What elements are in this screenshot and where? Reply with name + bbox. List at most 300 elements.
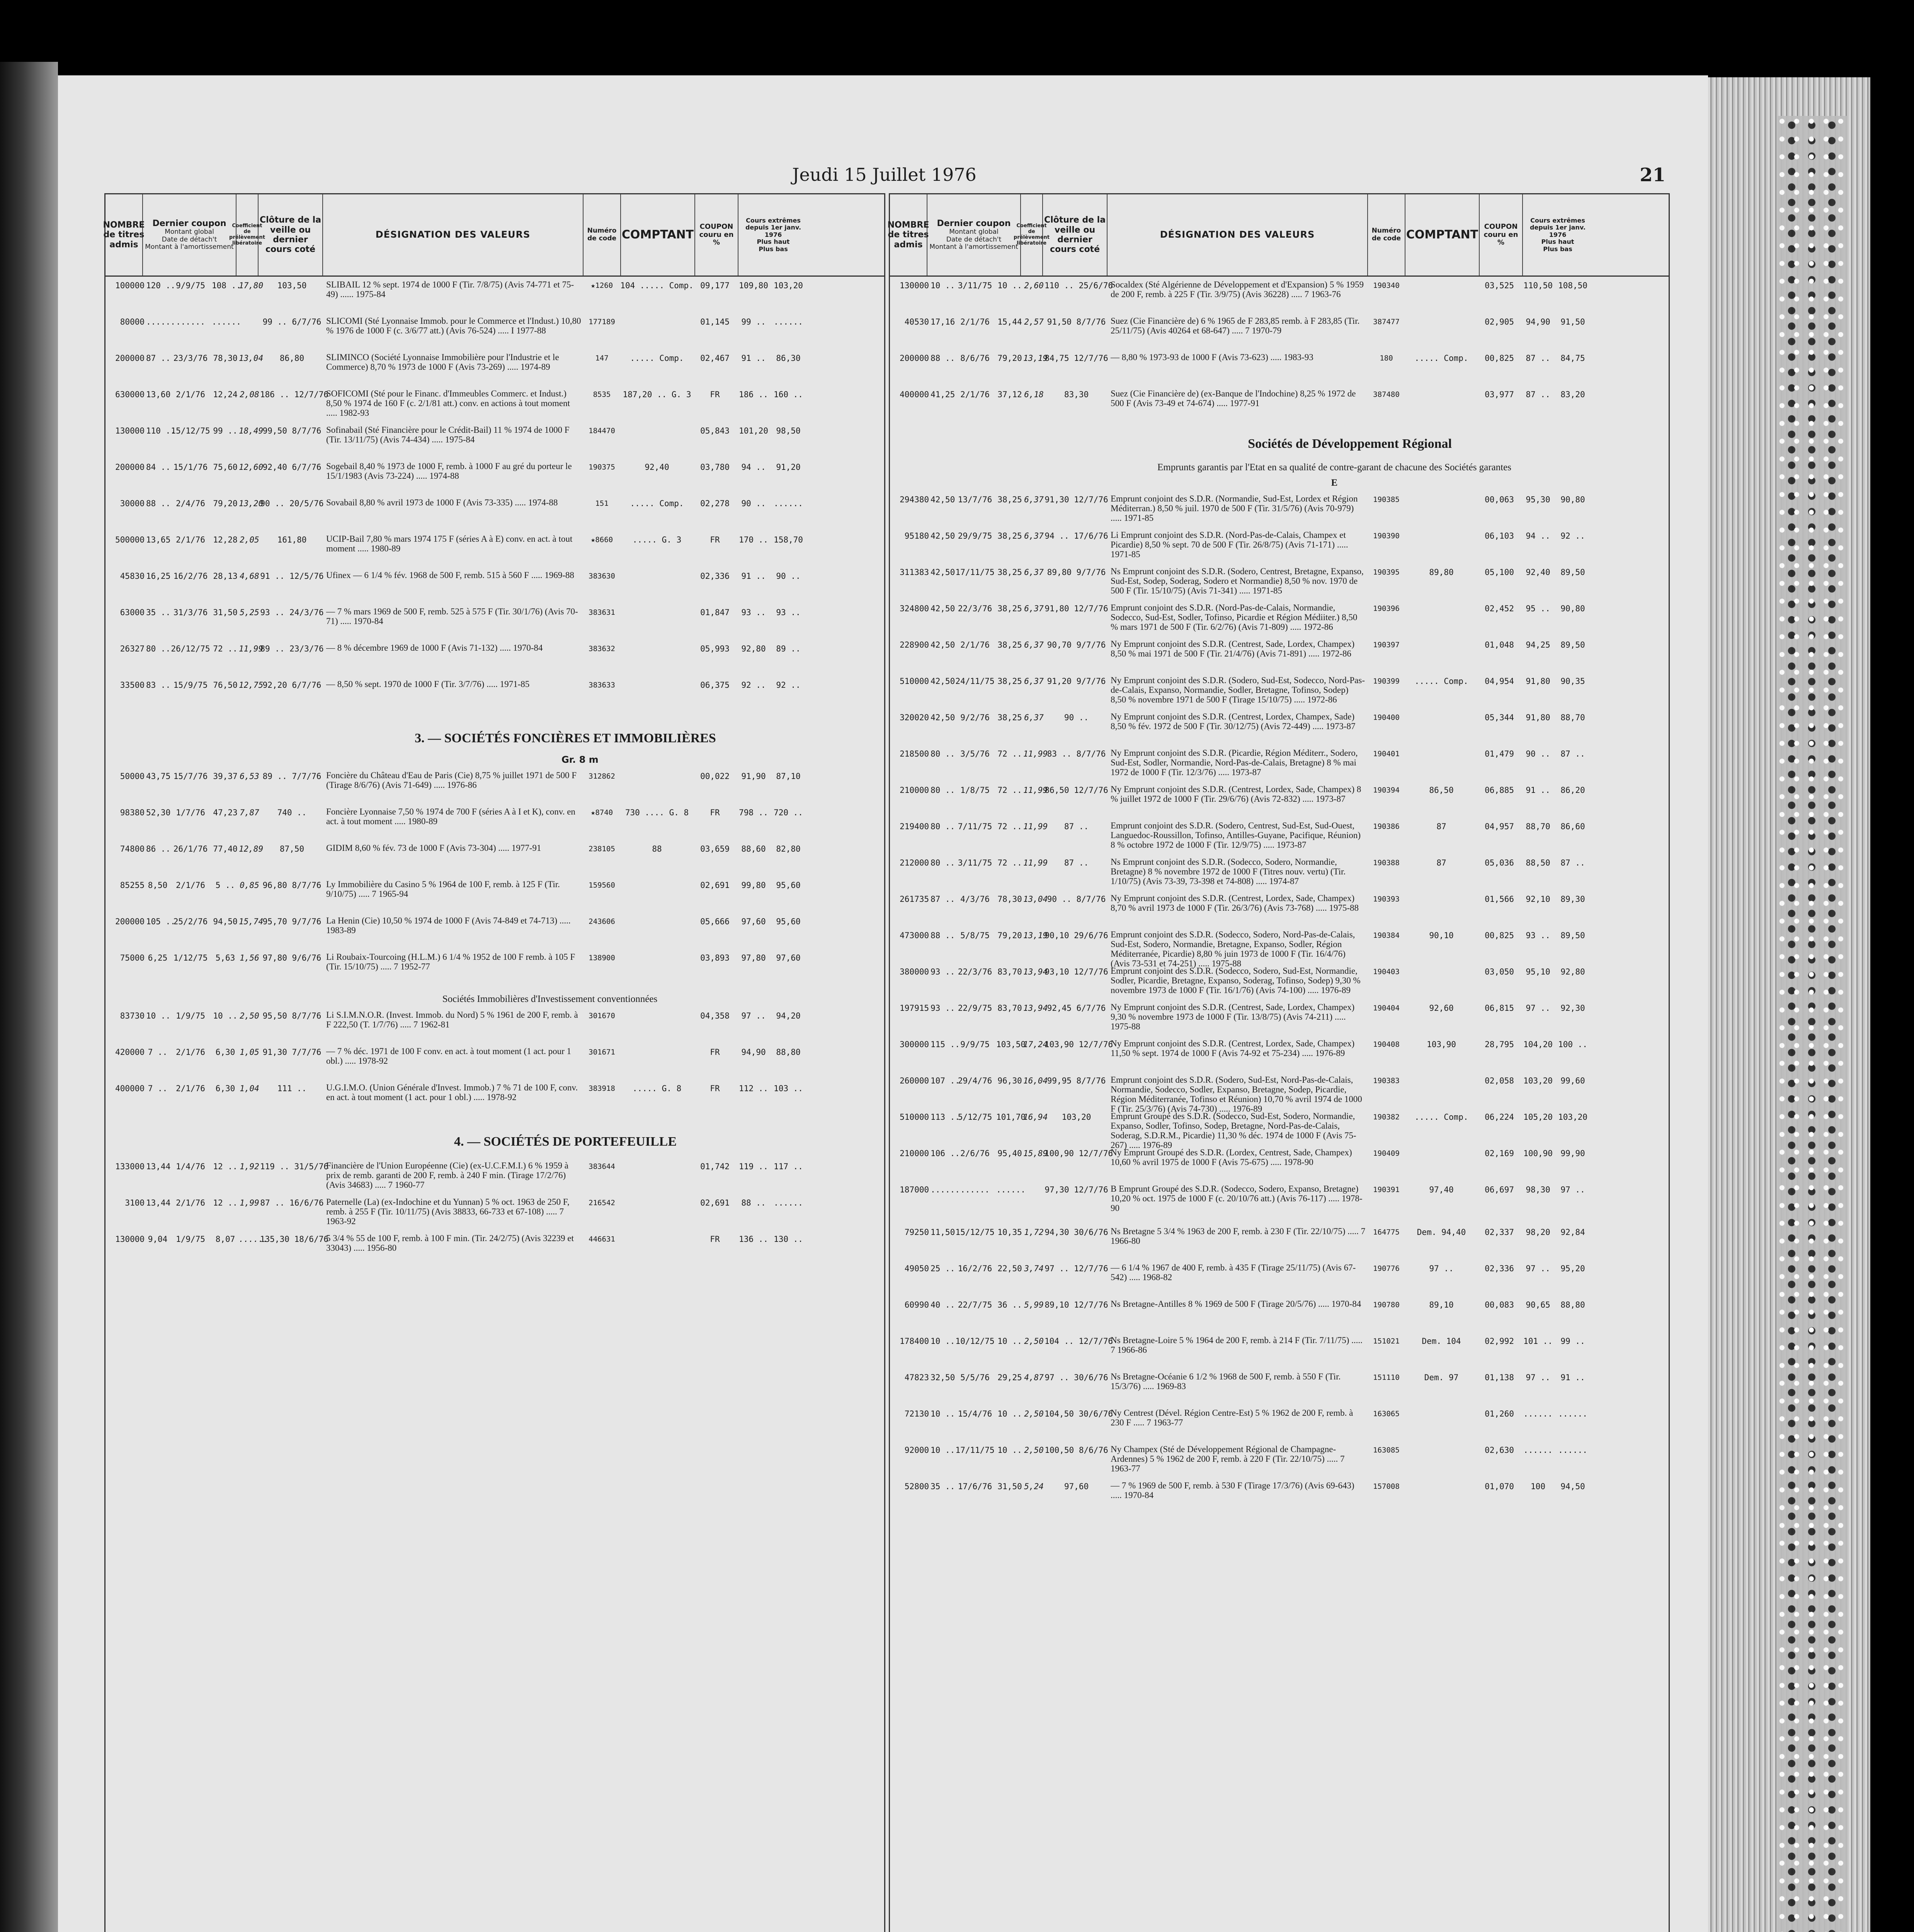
cell-comptant xyxy=(1405,966,1478,1002)
header-date-detach: Date de détach't xyxy=(162,235,217,243)
cell-numero-code: 190386 xyxy=(1373,822,1400,831)
cell-montant-global: ...... xyxy=(931,1185,960,1194)
cell-comptant xyxy=(620,1197,694,1233)
cell-designation: Emprunt conjoint des S.D.R. (Sodero, Centrest, Sud-Est, Sud-Ouest, Languedoc-Roussillon, Tofinso, Antilles-Guyane, Pacifique, Réunion) 8 % octobre 1972 de 1000 F (Tir. 12/9/75) ..... 1973-87 xyxy=(1111,821,1361,850)
cell-plus-haut: 94 .. xyxy=(741,463,766,472)
cell-montant-global: 17,16 xyxy=(931,317,955,327)
cell-designation: Foncière Lyonnaise 7,50 % 1974 de 700 F (séries A à I et K), conv. en act. à tout moment ..... 1980-89 xyxy=(326,807,575,826)
cell-comptant xyxy=(1405,603,1478,639)
cell-titres-admis: 324800 xyxy=(900,604,929,613)
table-row xyxy=(108,770,882,807)
cell-titres-admis: 33500 xyxy=(120,680,145,690)
cell-coefficient: 13,94 xyxy=(1023,967,1048,976)
cell-coupon-couru: 02,336 xyxy=(1485,1264,1514,1273)
cell-montant-amort: 95,40 xyxy=(997,1149,1022,1158)
cell-designation: La Henin (Cie) 10,50 % 1974 de 1000 F (Avis 74-849 et 74-713) ..... 1983-89 xyxy=(326,916,571,935)
cell-designation: — 6 1/4 % 1967 de 400 F, remb. à 435 F (Tirage 25/11/75) (Avis 67-542) ..... 1968-82 xyxy=(1111,1263,1356,1282)
cell-montant-global: 80 .. xyxy=(931,822,955,831)
cell-plus-bas: 92 .. xyxy=(1560,531,1585,541)
cell-designation: SLIMINCO (Société Lyonnaise Immobilière pour l'Industrie et le Commerce) 8,70 % 1973 de 1000 F (Avis 73-269) ..... 1974-89 xyxy=(326,352,559,372)
cell-numero-code: 157008 xyxy=(1373,1482,1400,1491)
cell-designation: Ny Emprunt conjoint des S.D.R. (Centrest, Sade, Lordex, Champex) 9,30 % novembre 1973 de 1000 F (Tir. 13/8/75) (Avis 74-211) ..... 1975-88 xyxy=(1111,1002,1355,1031)
cell-comptant xyxy=(620,1161,694,1197)
cell-montant-global: 41,25 xyxy=(931,390,955,399)
cell-montant-amort: 8,07 xyxy=(215,1235,235,1244)
cell-plus-haut: 112 .. xyxy=(739,1084,768,1093)
header-date-detach-r: Date de détach't xyxy=(946,235,1002,243)
cell-comptant: ..... Comp. xyxy=(1414,1112,1468,1122)
cell-coefficient: 15,74 xyxy=(239,917,264,926)
cell-coupon-couru: 02,992 xyxy=(1485,1337,1514,1346)
cell-date-detach: 2/1/76 xyxy=(176,390,205,399)
table-row xyxy=(892,1184,1666,1220)
cell-designation: Emprunt conjoint des S.D.R. (Sodecco, Sodero, Sud-Est, Normandie, Sodler, Picardie, Bretagne, Expanso, Soderag, Tofinso, Sodep) 9,30 % novembre 1973 de 1000 F (Tir. 16/1/76) (Avis 74-100) ..... 1976-89 xyxy=(1111,966,1361,995)
cell-montant-global: 7 .. xyxy=(148,1084,168,1093)
cell-cloture: 93,10 12/7/76 xyxy=(1045,967,1108,976)
table-row xyxy=(892,639,1666,675)
cell-plus-haut: 104,20 xyxy=(1523,1040,1553,1049)
cell-coefficient: 6,37 xyxy=(1024,713,1044,722)
table-row xyxy=(892,316,1666,352)
cell-designation: — 8,80 % 1973-93 de 1000 F (Avis 73-623) ..... 1983-93 xyxy=(1111,352,1313,362)
cell-date-detach: 5/5/76 xyxy=(960,1373,990,1382)
cell-coefficient: 1,92 xyxy=(240,1162,259,1171)
cell-comptant: 90,10 xyxy=(1429,931,1454,940)
cell-numero-code: 159560 xyxy=(589,881,615,889)
cell-montant-amort: 10 .. xyxy=(213,1011,238,1020)
rows-left-top xyxy=(105,277,884,719)
cell-plus-haut: 91 .. xyxy=(1526,786,1550,795)
cell-montant-global: 42,50 xyxy=(931,713,955,722)
cell-cloture: 92,45 6/7/76 xyxy=(1047,1003,1106,1013)
table-row xyxy=(108,1046,882,1083)
cell-comptant xyxy=(620,316,694,352)
cell-plus-haut: 88,60 xyxy=(741,844,766,854)
cell-plus-bas: 89 .. xyxy=(776,644,801,653)
cell-titres-admis: 130000 xyxy=(115,1235,145,1244)
left-page-edge xyxy=(0,62,58,1932)
cell-cloture: 87 .. xyxy=(1064,822,1089,831)
cell-montant-global: 52,30 xyxy=(146,808,171,817)
cell-numero-code: 301670 xyxy=(589,1012,615,1020)
cell-date-detach: 13/7/76 xyxy=(958,495,992,504)
cell-coupon-couru: 04,957 xyxy=(1485,822,1514,831)
cell-plus-haut: 97 .. xyxy=(1526,1373,1550,1382)
cell-coupon-couru: FR xyxy=(710,390,720,399)
cell-plus-bas: 89,50 xyxy=(1560,931,1585,940)
cell-montant-global: 87 .. xyxy=(146,354,171,363)
cell-coefficient: 6,53 xyxy=(240,772,259,781)
table-row xyxy=(108,1161,882,1197)
cell-montant-amort: 72 .. xyxy=(997,858,1022,867)
section-title-4: 4. — SOCIÉTÉS DE PORTEFEUILLE xyxy=(454,1134,677,1149)
cell-cloture: 83,30 xyxy=(1064,390,1089,399)
header-montant-amort-r: Montant à l'amortissement xyxy=(929,243,1018,251)
cell-designation: Paternelle (La) (ex-Indochine et du Yunnan) 5 % oct. 1963 de 250 F, remb. à 255 F (Tir. 10/11/75) (Avis 38833, 66-733 et 67-108) ..... 7 1963-92 xyxy=(326,1197,570,1226)
header-comptant: COMPTANT xyxy=(621,194,695,276)
table-row xyxy=(108,879,882,916)
cell-montant-global: 43,75 xyxy=(146,772,171,781)
cell-coupon-couru: 05,036 xyxy=(1485,858,1514,867)
cell-montant-amort: 47,23 xyxy=(213,808,238,817)
cell-montant-amort: 79,20 xyxy=(997,354,1022,363)
cell-cloture: 119 .. 31/5/76 xyxy=(260,1162,329,1171)
cell-designation: Foncière du Château d'Eau de Paris (Cie) 8,75 % juillet 1971 de 500 F (Tirage 8/6/76) (Avis 71-649) ..... 1976-86 xyxy=(326,770,577,790)
cell-plus-haut: 91 .. xyxy=(741,571,766,581)
cell-plus-bas: ...... xyxy=(774,499,803,508)
cell-montant-global: 13,65 xyxy=(146,535,171,544)
cell-titres-admis: 473000 xyxy=(900,931,929,940)
table-row xyxy=(892,566,1666,603)
cell-numero-code: 383630 xyxy=(589,572,615,580)
cell-designation: — 8 % décembre 1969 de 1000 F (Avis 71-132) ..... 1970-84 xyxy=(326,643,543,653)
rows-left-section4 xyxy=(105,1158,884,1273)
cell-plus-haut: 90 .. xyxy=(741,499,766,508)
cell-titres-admis: 130000 xyxy=(900,281,929,290)
cell-coefficient: 2,50 xyxy=(1024,1446,1044,1455)
cell-comptant xyxy=(620,679,694,716)
cell-plus-bas: 94,20 xyxy=(776,1011,801,1020)
cell-comptant: ..... Comp. xyxy=(630,499,684,508)
cell-montant-global: 16,25 xyxy=(146,571,171,581)
cell-montant-global: 110 .. xyxy=(146,426,175,435)
cell-montant-global: 40 .. xyxy=(931,1300,955,1310)
table-row xyxy=(892,1372,1666,1408)
table-row xyxy=(892,1148,1666,1184)
cell-date-detach: 22/9/75 xyxy=(958,1003,992,1013)
cell-plus-bas: ...... xyxy=(774,317,803,327)
cell-numero-code: 190382 xyxy=(1373,1113,1400,1121)
cell-plus-bas: 90,80 xyxy=(1560,604,1585,613)
cell-comptant: 730 .... G. 8 xyxy=(625,808,689,817)
cell-coefficient: 6,18 xyxy=(1024,390,1044,399)
cell-date-detach: 15/1/76 xyxy=(173,463,208,472)
page-number: 21 xyxy=(1640,164,1666,186)
cell-date-detach: 9/9/75 xyxy=(176,281,205,290)
cell-montant-global: 80 .. xyxy=(146,644,171,653)
cell-plus-bas: 92,84 xyxy=(1560,1228,1585,1237)
cell-cloture: 94,30 30/6/76 xyxy=(1045,1228,1108,1237)
cell-montant-amort: 38,25 xyxy=(997,568,1022,577)
cell-montant-amort: 38,25 xyxy=(997,713,1022,722)
letter-e: E xyxy=(1331,478,1338,488)
cell-plus-haut: ...... xyxy=(1523,1446,1553,1455)
cell-montant-amort: 39,37 xyxy=(213,772,238,781)
cell-coefficient: 17,80 xyxy=(239,281,264,290)
cell-numero-code: 190384 xyxy=(1373,931,1400,940)
cell-coefficient: 1,72 xyxy=(1024,1228,1044,1237)
cell-montant-global: 115 .. xyxy=(931,1040,960,1049)
cell-numero-code: 151110 xyxy=(1373,1373,1400,1382)
cell-coefficient: 5,24 xyxy=(1024,1482,1044,1491)
cell-montant-amort: 28,13 xyxy=(213,571,238,581)
cell-coupon-couru: 03,050 xyxy=(1485,967,1514,976)
cell-plus-bas: 83,20 xyxy=(1560,390,1585,399)
cell-numero-code: 138900 xyxy=(589,954,615,962)
cell-montant-amort: 31,50 xyxy=(213,608,238,617)
section-title-sdr: Sociétés de Développement Régional xyxy=(1248,437,1452,451)
cell-date-detach: 8/6/76 xyxy=(960,354,990,363)
cell-montant-amort: 36 .. xyxy=(997,1300,1022,1310)
cell-comptant xyxy=(1405,316,1478,352)
cell-coefficient: 1,99 xyxy=(240,1198,259,1208)
cell-comptant: Dem. 97 xyxy=(1424,1373,1459,1382)
cell-titres-admis: 3100 xyxy=(125,1198,145,1208)
table-row xyxy=(108,916,882,952)
table-row xyxy=(892,280,1666,316)
cell-coupon-couru: 00,825 xyxy=(1485,354,1514,363)
cell-montant-amort: 31,50 xyxy=(997,1482,1022,1491)
cell-numero-code: 243606 xyxy=(589,917,615,926)
cell-titres-admis: 197915 xyxy=(900,1003,929,1013)
cell-comptant: ..... Comp. xyxy=(630,354,684,363)
cell-plus-haut: 95,30 xyxy=(1526,495,1550,504)
cell-titres-admis: 510000 xyxy=(900,1112,929,1122)
cell-numero-code: 147 xyxy=(595,354,609,362)
cell-montant-amort: 72 .. xyxy=(213,644,238,653)
cell-coefficient: 13,04 xyxy=(1023,895,1048,904)
cell-date-detach: 2/1/76 xyxy=(960,317,990,327)
cell-comptant xyxy=(1405,748,1478,784)
cell-plus-bas: 91,20 xyxy=(776,463,801,472)
cell-montant-amort: 108 .. xyxy=(212,281,241,290)
cell-numero-code: 184470 xyxy=(589,427,615,435)
cell-plus-haut: 798 .. xyxy=(739,808,768,817)
table-row xyxy=(892,1226,1666,1263)
cell-numero-code: 190776 xyxy=(1373,1264,1400,1273)
cell-numero-code: 190394 xyxy=(1373,786,1400,794)
cell-plus-haut: 92,80 xyxy=(741,644,766,653)
cell-plus-haut: 98,20 xyxy=(1526,1228,1550,1237)
cell-titres-admis: 261735 xyxy=(900,895,929,904)
cell-plus-haut: 170 .. xyxy=(739,535,768,544)
cell-designation: Emprunt conjoint des S.D.R. (Sodero, Sud-Est, Nord-Pas-de-Calais, Normandie, Sodecco, Sodler, Expanso, Bretagne, Sodep, Picardie, Région Méditerranée, Tofinso et Réunion) 10,70 % avril 1974 de 1000 F (Tir. 25/3/76) (Avis 74-730) ..... 1976-89 xyxy=(1111,1075,1362,1114)
cell-date-detach: 15/4/76 xyxy=(958,1409,992,1418)
cell-designation: Financière de l'Union Européenne (Cie) (ex-U.C.F.M.I.) 6 % 1959 à prix de remb. garanti de 200 F, remb. à 240 F min. (Tirage 17/2/76) (Avis 34683) ..... 7 1960-77 xyxy=(326,1161,568,1190)
cell-comptant: 97 .. xyxy=(1429,1264,1454,1273)
cell-numero-code: ★8660 xyxy=(590,536,613,544)
cell-plus-bas: 89,50 xyxy=(1560,568,1585,577)
cell-comptant: Dem. 104 xyxy=(1422,1337,1461,1346)
cell-titres-admis: 52800 xyxy=(904,1482,929,1491)
cell-cloture: 90 .. 8/7/76 xyxy=(1047,895,1106,904)
cell-numero-code: 151021 xyxy=(1373,1337,1400,1345)
cell-montant-global: 88 .. xyxy=(146,499,171,508)
cell-cloture: 99,50 8/7/76 xyxy=(262,426,322,435)
cell-cloture: 104 .. 12/7/76 xyxy=(1045,1337,1113,1346)
cell-plus-haut: 93 .. xyxy=(741,608,766,617)
cell-designation: Ns Bretagne-Océanie 6 1/2 % 1968 de 500 F, remb. à 550 F (Tir. 15/3/76) ..... 1969-83 xyxy=(1111,1372,1341,1391)
cell-montant-global: 6,25 xyxy=(148,953,168,963)
cell-cloture: 89,80 9/7/76 xyxy=(1047,568,1106,577)
cell-coupon-couru: 05,100 xyxy=(1485,568,1514,577)
table-row xyxy=(892,494,1666,530)
cell-cloture: 97,30 12/7/76 xyxy=(1045,1185,1108,1194)
header-plus-bas-r: Plus bas xyxy=(1543,245,1572,253)
cell-montant-amort: ...... xyxy=(996,1185,1026,1194)
cell-plus-bas: 88,80 xyxy=(776,1048,801,1057)
cell-coupon-couru: 01,847 xyxy=(700,608,730,617)
cell-designation: Emprunt conjoint des S.D.R. (Normandie, Sud-Est, Lordex et Région Méditerran.) 8,50 % juil. 1970 de 500 F (Tir. 31/5/76) (Avis 70-979) ..... 1971-85 xyxy=(1111,494,1358,523)
cell-plus-bas: 84,75 xyxy=(1560,354,1585,363)
cell-coefficient: 18,49 xyxy=(239,426,264,435)
cell-coupon-couru: 06,697 xyxy=(1485,1185,1514,1194)
cell-cloture: 90,10 29/6/76 xyxy=(1045,931,1108,940)
header-coefficient-r: Coefficient de prélèvement libératoire xyxy=(1021,194,1043,276)
table-row xyxy=(108,534,882,570)
cell-date-detach: 23/3/76 xyxy=(173,354,208,363)
cell-coupon-couru: 01,479 xyxy=(1485,749,1514,759)
cell-designation: Ny Centrest (Dével. Région Centre-Est) 5 % 1962 de 200 F, remb. à 230 F ..... 7 1963-77 xyxy=(1111,1408,1353,1427)
cell-plus-haut: 91 .. xyxy=(741,354,766,363)
gr-label: Gr. 8 m xyxy=(561,754,599,765)
cell-numero-code: 177189 xyxy=(589,318,615,326)
cell-coupon-couru: 00,063 xyxy=(1485,495,1514,504)
cell-numero-code: 312862 xyxy=(589,772,615,781)
cell-comptant xyxy=(620,1010,694,1046)
cell-coefficient: 2,60 xyxy=(1024,281,1044,290)
cell-designation: Li Emprunt conjoint des S.D.R. (Nord-Pas-de-Calais, Champex et Picardie) 8,50 % sept. 70 de 500 F (Tir. 26/8/75) (Avis 71-171) ..... 1971-85 xyxy=(1111,530,1348,559)
cell-coupon-couru: 06,815 xyxy=(1485,1003,1514,1013)
cell-montant-amort: 38,25 xyxy=(997,677,1022,686)
header-designation: DÉSIGNATION DES VALEURS xyxy=(323,194,584,276)
cell-coupon-couru: 05,993 xyxy=(700,644,730,653)
cell-titres-admis: 133000 xyxy=(115,1162,145,1171)
cell-coupon-couru: 02,058 xyxy=(1485,1076,1514,1085)
cell-designation: Li S.I.M.N.O.R. (Invest. Immob. du Nord) 5 % 1961 de 200 F, remb. à F 222,50 (T. 1/7/76) ..... 7 1962-81 xyxy=(326,1010,578,1029)
cell-numero-code: 216542 xyxy=(589,1199,615,1207)
cell-montant-global: 80 .. xyxy=(931,786,955,795)
table-row xyxy=(892,1335,1666,1372)
cell-comptant xyxy=(620,916,694,952)
cell-montant-global: 9,04 xyxy=(148,1235,168,1244)
cell-montant-amort: 77,40 xyxy=(213,844,238,854)
cell-cloture: 186 .. 12/7/76 xyxy=(260,390,329,399)
table-row xyxy=(892,1039,1666,1075)
cell-designation: Ly Immobilière du Casino 5 % 1964 de 100 F, remb. à 125 F (Tir. 9/10/75) ..... 7 1965-94 xyxy=(326,879,560,899)
cell-plus-bas: 90,80 xyxy=(1560,495,1585,504)
table-row xyxy=(108,643,882,679)
cell-montant-global: 13,44 xyxy=(146,1198,171,1208)
cell-date-detach: 9/9/75 xyxy=(960,1040,990,1049)
cell-plus-bas: 86,30 xyxy=(776,354,801,363)
cell-date-detach: 5/12/75 xyxy=(958,1112,992,1122)
cell-numero-code: ★8740 xyxy=(590,808,613,817)
cell-titres-admis: 92000 xyxy=(904,1446,929,1455)
cell-plus-haut: ...... xyxy=(1523,1409,1553,1418)
cell-coefficient: 11,99 xyxy=(1023,786,1048,795)
table-row xyxy=(892,1444,1666,1481)
cell-comptant xyxy=(1405,712,1478,748)
cell-designation: — 8,50 % sept. 1970 de 1000 F (Tir. 3/7/76) ..... 1971-85 xyxy=(326,679,530,689)
cell-montant-global: 8,50 xyxy=(148,881,168,890)
cell-date-detach: 7/11/75 xyxy=(958,822,992,831)
cell-cloture: 97 .. 12/7/76 xyxy=(1045,1264,1108,1273)
cell-cloture: 90 .. xyxy=(1064,713,1089,722)
cell-plus-bas: 130 .. xyxy=(774,1235,803,1244)
cell-coupon-couru: 00,022 xyxy=(700,772,730,781)
cell-plus-bas: 158,70 xyxy=(774,535,803,544)
cell-designation: Ny Emprunt Groupé des S.D.R. (Lordex, Centrest, Sade, Champex) 10,60 % avril 1975 de 1000 F (Avis 75-675) ..... 1978-90 xyxy=(1111,1148,1352,1167)
cell-cloture: 135,30 18/6/76 xyxy=(260,1235,329,1244)
cell-plus-bas: 89,30 xyxy=(1560,895,1585,904)
cell-plus-haut: 97 .. xyxy=(1526,1003,1550,1013)
cell-numero-code: 238105 xyxy=(589,845,615,853)
cell-montant-global: 10 .. xyxy=(146,1011,171,1020)
cell-coupon-couru: 02,452 xyxy=(1485,604,1514,613)
cell-designation: Ny Emprunt conjoint des S.D.R. (Sodero, Sud-Est, Sodecco, Nord-Pas-de-Calais, Expanso, Normandie, Sodler, Bretagne, Tofinso, Sodep) 8,50 % novembre 1971 de 500 F (Tirage 15/10/75) ..... 1972-86 xyxy=(1111,675,1365,704)
cell-titres-admis: 30000 xyxy=(120,499,145,508)
table-row xyxy=(892,857,1666,893)
cell-numero-code: 190390 xyxy=(1373,532,1400,540)
cell-plus-haut: 91,80 xyxy=(1526,677,1550,686)
cell-designation: UCIP-Bail 7,80 % mars 1974 175 F (séries A à E) conv. en act. à tout moment ..... 1980-89 xyxy=(326,534,573,553)
cell-coupon-couru: 03,659 xyxy=(700,844,730,854)
cell-titres-admis: 219400 xyxy=(900,822,929,831)
cell-titres-admis: 85255 xyxy=(120,881,145,890)
cell-plus-haut: 94,90 xyxy=(1526,317,1550,327)
table-row xyxy=(108,389,882,425)
cell-titres-admis: 630000 xyxy=(115,390,145,399)
cell-coupon-couru: 01,070 xyxy=(1485,1482,1514,1491)
cell-numero-code: 180 xyxy=(1380,354,1393,362)
rows-right-top xyxy=(890,277,1669,428)
cell-cloture: 111 .. xyxy=(277,1084,307,1093)
cell-cloture: 103,50 xyxy=(277,281,307,290)
cell-date-detach: 10/12/75 xyxy=(955,1337,995,1346)
cell-titres-admis: 83730 xyxy=(120,1011,145,1020)
cell-numero-code: 387480 xyxy=(1373,390,1400,399)
cell-plus-haut: 95,10 xyxy=(1526,967,1550,976)
cell-montant-amort: 38,25 xyxy=(997,640,1022,650)
cell-titres-admis: 210000 xyxy=(900,786,929,795)
cell-comptant xyxy=(620,952,694,988)
cell-titres-admis: 40530 xyxy=(904,317,929,327)
cell-coefficient: 0,85 xyxy=(240,881,259,890)
cell-montant-amort: 78,30 xyxy=(213,354,238,363)
cell-coupon-couru: FR xyxy=(710,535,720,544)
cell-coefficient: 2,08 xyxy=(240,390,259,399)
cell-coupon-couru: 01,048 xyxy=(1485,640,1514,650)
cell-coefficient: 12,60 xyxy=(239,463,264,472)
cell-plus-haut: 94 .. xyxy=(1526,531,1550,541)
header-nombre: NOMBRE de titres admis xyxy=(105,194,143,276)
cell-numero-code: 446631 xyxy=(589,1235,615,1243)
cell-cloture: 84,75 12/7/76 xyxy=(1045,354,1108,363)
cell-titres-admis: 212000 xyxy=(900,858,929,867)
table-row xyxy=(892,1075,1666,1114)
cell-cloture: 100,50 8/6/76 xyxy=(1045,1446,1108,1455)
cell-plus-haut: 119 .. xyxy=(739,1162,768,1171)
cell-coefficient: 6,37 xyxy=(1024,604,1044,613)
table-row xyxy=(892,712,1666,748)
table-row xyxy=(108,570,882,607)
cell-plus-haut: 94,25 xyxy=(1526,640,1550,650)
cell-coupon-couru: 02,467 xyxy=(700,354,730,363)
cell-montant-amort: 78,30 xyxy=(997,895,1022,904)
cell-coupon-couru: 01,260 xyxy=(1485,1409,1514,1418)
header-comptant-r: COMPTANT xyxy=(1405,194,1480,276)
cell-montant-global: 10 .. xyxy=(931,1337,955,1346)
cell-numero-code: 190404 xyxy=(1373,1004,1400,1012)
cell-comptant: 87 xyxy=(1436,858,1446,867)
table-row xyxy=(108,952,882,988)
cell-plus-bas: 86,60 xyxy=(1560,822,1585,831)
cell-plus-bas: ...... xyxy=(774,1198,803,1208)
table-row xyxy=(108,425,882,461)
cell-plus-bas: 97,60 xyxy=(776,953,801,963)
cell-date-detach: 2/1/76 xyxy=(176,1198,205,1208)
